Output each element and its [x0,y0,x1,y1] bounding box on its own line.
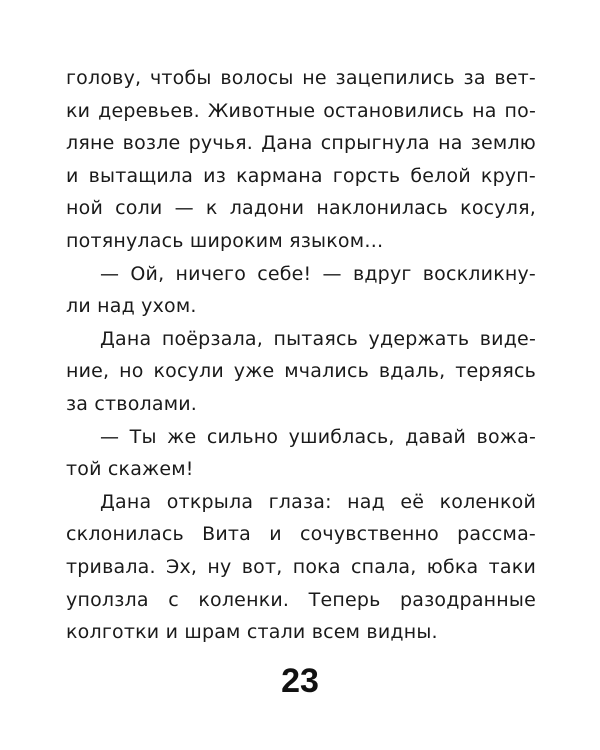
text-line: — Ой, ничего себе! — вдруг воскликну- [100,262,536,285]
text-line: ной соли — к ладони наклонилась косуля, [66,197,536,220]
text-line: Дана поёрзала, пытаясь удержать виде- [100,327,536,350]
text-line: — Ты же сильно ушиблась, давай вожа- [100,425,536,448]
body-text [66,62,536,649]
text-line: голову, чтобы волосы не зацепились за вет- [66,67,536,89]
text-line: колготки и шрам стали всем видны. [66,621,438,644]
text-line: за стволами. [66,392,198,415]
text-line: ляне возле ручья. Дана спрыгнула на землю [66,132,536,155]
text-line: ние, но косули уже мчались вдаль, теряясь [66,360,536,383]
text-line: склонилась Вита и сочувственно рассма- [66,523,536,546]
text-line: той скажем! [66,458,194,481]
text-line: и вытащила из кармана горсть белой круп- [66,164,536,187]
text-line: потянулась широким языком… [66,229,384,252]
text-line: Дана открыла глаза: над её коленкой [100,490,536,513]
text-line: тривала. Эх, ну вот, пока спала, юбка таки [66,555,536,578]
page-number: 23 [281,662,319,700]
text-line: уползла с коленки. Теперь разодранные [66,588,536,611]
text-line: ки деревьев. Животные остановились на по- [66,99,536,122]
text-line: ли над ухом. [66,295,197,318]
